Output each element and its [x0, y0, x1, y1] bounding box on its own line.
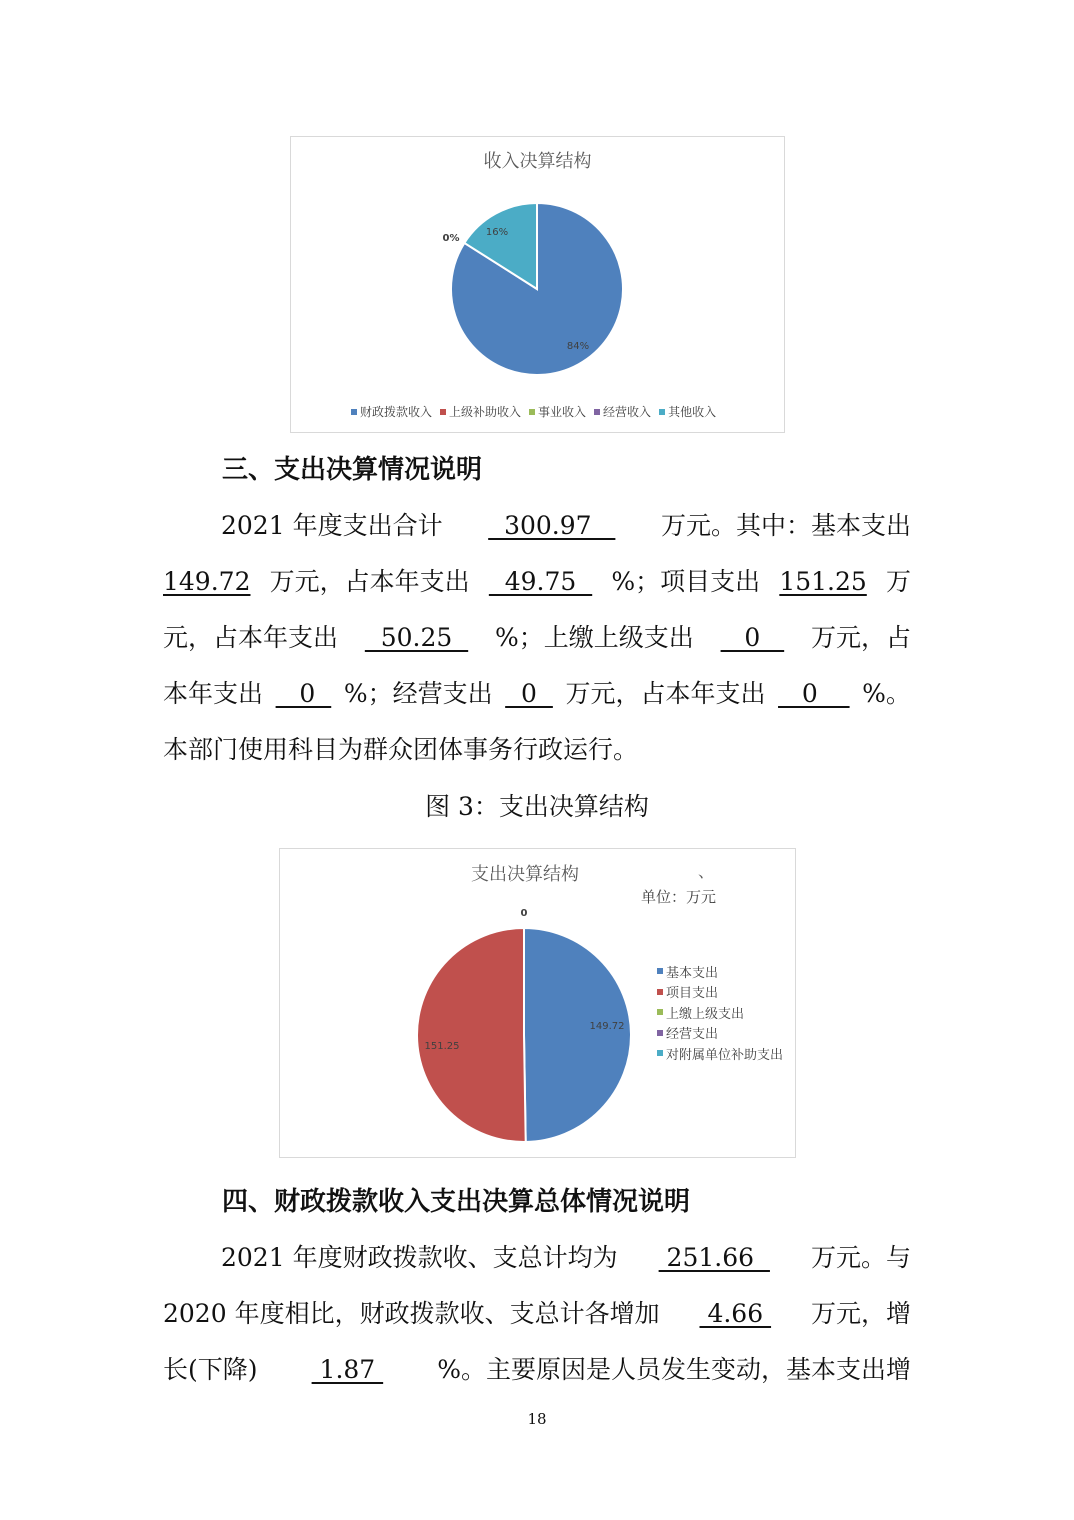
- income-data-label-1: 0%: [442, 233, 460, 244]
- text-segment: %；项目支出: [611, 567, 761, 596]
- fill-in-value: 0: [505, 679, 553, 708]
- text-segment: 2021 年度支出合计: [221, 511, 443, 540]
- text-segment: 本年支出: [163, 679, 264, 708]
- expenditure-slice-1: [417, 928, 526, 1142]
- unit-label: 单位：万元: [641, 888, 717, 906]
- income-legend-label-2: 事业收入: [538, 405, 587, 419]
- income-legend-label-4: 其他收入: [668, 405, 717, 419]
- expenditure-data-label-1: 151.25: [424, 1041, 460, 1052]
- fill-in-value: 0: [778, 679, 850, 708]
- income-structure-chart: [290, 136, 785, 433]
- income-legend-label-0: 财政拨款收入: [360, 405, 433, 419]
- text-segment: 万: [885, 567, 911, 596]
- income-legend-label-1: 上级补助收入: [449, 405, 522, 419]
- text-segment: 2021 年度财政拨款收、支总计均为: [221, 1243, 618, 1272]
- expenditure-legend-label-4: 对附属单位补助支出: [666, 1047, 784, 1063]
- expenditure-legend-swatch-3: [657, 1030, 663, 1036]
- expenditure-legend-item-4: [657, 1043, 783, 1064]
- text-segment: %。: [862, 679, 911, 708]
- page-number: 18: [527, 1410, 547, 1428]
- expenditure-structure-chart: [279, 848, 796, 1158]
- text-segment: 元，占本年支出: [163, 623, 339, 652]
- expenditure-legend-item-0: [657, 961, 783, 982]
- income-legend-item-4: [659, 403, 716, 420]
- text-segment: 万元。与: [810, 1243, 911, 1272]
- paragraph-line: [163, 618, 911, 658]
- text-segment: %；经营支出: [343, 679, 493, 708]
- fill-in-value: 0: [720, 623, 785, 652]
- text-segment: 2020 年度相比，财政拨款收、支总计各增加: [163, 1299, 660, 1328]
- income-pie: [291, 137, 784, 432]
- fill-in-value: 1.87: [311, 1355, 384, 1384]
- expenditure-legend-swatch-4: [657, 1050, 663, 1056]
- income-legend-item-1: [440, 403, 521, 420]
- expenditure-legend-item-1: [657, 982, 783, 1003]
- paragraph-line: [221, 1238, 911, 1278]
- fill-in-value: 251.66: [658, 1243, 770, 1272]
- income-legend-swatch-4: [659, 409, 665, 415]
- income-legend-swatch-3: [594, 409, 600, 415]
- section4-heading: 四、财政拨款收入支出决算总体情况说明: [222, 1187, 691, 1217]
- paragraph-line: [163, 1350, 911, 1390]
- income-legend-swatch-1: [440, 409, 446, 415]
- fill-in-value: 0: [275, 679, 332, 708]
- income-legend-label-3: 经营收入: [603, 405, 652, 419]
- fill-in-value: 149.72: [163, 567, 251, 596]
- paragraph-line: [221, 506, 911, 546]
- text-segment: 万元，占本年支出: [269, 567, 470, 596]
- expenditure-legend-label-1: 项目支出: [666, 986, 719, 1002]
- paragraph-line: [163, 1294, 911, 1334]
- fill-in-value: 4.66: [699, 1299, 772, 1328]
- income-legend-item-0: [351, 403, 432, 420]
- text-segment: 万元，占本年支出: [565, 679, 766, 708]
- section3-heading: 三、支出决算情况说明: [222, 455, 483, 485]
- expenditure-legend-swatch-0: [657, 968, 663, 974]
- expenditure-slice-0: [524, 928, 631, 1142]
- fill-in-value: 151.25: [779, 567, 867, 596]
- expenditure-legend-label-2: 上缴上级支出: [666, 1006, 745, 1022]
- income-legend-item-3: [594, 403, 651, 420]
- expenditure-data-label-2: 0: [520, 908, 528, 919]
- text-segment: %；上缴上级支出: [495, 623, 694, 652]
- fill-in-value: 300.97: [488, 511, 616, 540]
- income-data-label-4: 16%: [485, 227, 509, 238]
- paragraph-line: [163, 562, 911, 602]
- income-legend-swatch-2: [529, 409, 535, 415]
- income-chart-title: 收入决算结构: [483, 151, 592, 172]
- text-segment: 万元，占: [810, 623, 911, 652]
- income-data-label-0: 84%: [566, 341, 590, 352]
- paragraph-line: [163, 674, 911, 714]
- fill-in-value: 50.25: [364, 623, 469, 652]
- income-legend: [351, 403, 724, 420]
- text-segment: 本部门使用科目为群众团体事务行政运行。: [163, 735, 639, 764]
- fill-in-value: 49.75: [488, 567, 593, 596]
- text-segment: %。主要原因是人员发生变动，基本支出增: [437, 1355, 911, 1384]
- income-legend-item-2: [529, 403, 586, 420]
- figure3-caption: 图 3：支出决算结构: [425, 792, 649, 821]
- expenditure-data-label-0: 149.72: [589, 1021, 625, 1032]
- text-segment: 万元，增: [810, 1299, 911, 1328]
- expenditure-legend-item-3: [657, 1023, 783, 1044]
- income-legend-swatch-0: [351, 409, 357, 415]
- text-segment: 万元。其中：基本支出: [660, 511, 911, 540]
- expenditure-legend-label-3: 经营支出: [666, 1027, 719, 1043]
- expenditure-legend-item-2: [657, 1002, 783, 1023]
- expenditure-legend-swatch-1: [657, 989, 663, 995]
- expenditure-chart-title: 支出决算结构: [471, 864, 579, 885]
- expenditure-legend: [657, 961, 783, 1064]
- expenditure-legend-swatch-2: [657, 1009, 663, 1015]
- text-segment: 长(下降): [163, 1355, 258, 1384]
- paragraph-line: [163, 730, 911, 770]
- expenditure-legend-label-0: 基本支出: [666, 965, 719, 981]
- chart-mark: 、: [698, 862, 715, 881]
